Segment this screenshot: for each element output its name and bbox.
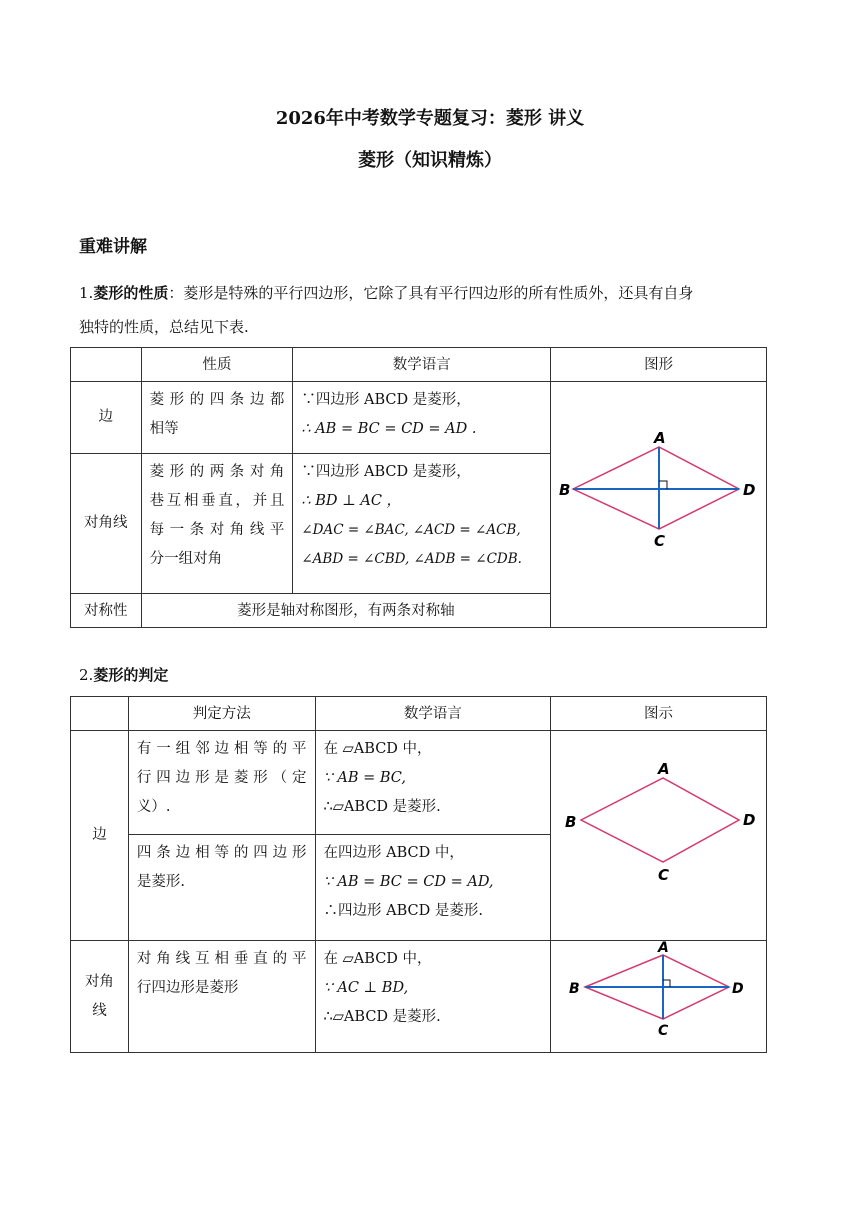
label-d: D [742, 481, 756, 499]
row-label-diagonal: 对角 线 [71, 941, 129, 1053]
table-row [71, 941, 767, 1053]
part1-number: 1. [79, 284, 94, 302]
math-side: ∵四边形 ABCD 是菱形， ∴ AB = BC = CD = AD . [293, 382, 551, 454]
label-d: D [731, 981, 744, 997]
criteria-header-row [71, 697, 767, 731]
rhombus-figure [559, 760, 759, 890]
property-diagonal: 菱形的两条对角 巷互相垂直，并且 每一条对角线平 分一组对角 [141, 454, 293, 594]
right-angle-mark [663, 980, 670, 987]
illustration-cell-side [551, 731, 767, 941]
math-adjacent-sides: 在 ▱ABCD 中， ∵ AB = BC, ∴▱ABCD 是菱形. [315, 731, 551, 835]
header-math-language: 数学语言 [315, 697, 551, 731]
illustration-cell-diagonal [551, 941, 767, 1053]
table-row [71, 731, 767, 835]
row-label-side: 边 [71, 731, 129, 941]
method-four-sides: 四条边相等的四边形 是菱形. [128, 835, 315, 941]
row-label-side: 边 [71, 382, 142, 454]
header-blank [71, 697, 129, 731]
method-adjacent-sides: 有一组邻边相等的平 行四边形是菱形（定 义）. [128, 731, 315, 835]
label-d: D [742, 811, 755, 829]
part2-heading: 菱形的判定 [93, 666, 169, 684]
header-math-language: 数学语言 [293, 348, 551, 382]
part2-heading-line [79, 658, 168, 692]
part2-number: 2. [79, 666, 94, 684]
rhombus-diagonals-figure [559, 941, 759, 1041]
label-c: C [657, 1023, 668, 1039]
label-b: B [564, 813, 576, 831]
row-label-symmetry: 对称性 [71, 594, 142, 628]
label-c: C [653, 532, 665, 550]
part1-heading: 菱形的性质 [93, 284, 169, 302]
figure-cell [551, 382, 767, 628]
properties-header-row [71, 348, 767, 382]
label-c: C [657, 866, 669, 884]
property-side: 菱形的四条边都 相等 [141, 382, 293, 454]
header-illustration: 图示 [551, 697, 767, 731]
part1-intro [79, 276, 789, 310]
document-subtitle: 菱形（知识精炼） [358, 150, 502, 171]
property-symmetry: 菱形是轴对称图形，有两条对称轴 [141, 594, 551, 628]
math-perpendicular-diagonals: 在 ▱ABCD 中， ∵ AC ⊥ BD, ∴▱ABCD 是菱形. [315, 941, 551, 1053]
header-method: 判定方法 [128, 697, 315, 731]
right-angle-mark [659, 481, 667, 489]
part1-intro-line2: 独特的性质，总结见下表. [79, 318, 249, 336]
label-b: B [558, 481, 571, 499]
rhombus-outline [581, 778, 739, 862]
properties-table [70, 347, 767, 628]
header-property: 性质 [141, 348, 293, 382]
table-row [71, 382, 767, 454]
math-four-sides: 在四边形 ABCD 中， ∵ AB = BC = CD = AD, ∴四边形 ABCD 是菱形. [315, 835, 551, 941]
math-diagonal: ∵四边形 ABCD 是菱形， ∴ BD ⊥ AC ， ∠DAC = ∠BAC, ∠ACD = ∠ACB, ∠ABD = ∠CBD, ∠ADB = ∠CDB. [293, 454, 551, 594]
section-heading: 重难讲解 [79, 237, 147, 257]
label-a: A [657, 760, 670, 778]
label-a: A [653, 429, 666, 447]
criteria-table [70, 696, 767, 1053]
document-title: 2026年中考数学专题复习：菱形 讲义 [275, 108, 585, 129]
label-a: A [657, 940, 669, 956]
method-perpendicular-diagonals: 对角线互相垂直的平 行四边形是菱形 [128, 941, 315, 1053]
label-b: B [568, 981, 580, 997]
rhombus-diagonals-figure [558, 429, 759, 559]
header-figure: 图形 [551, 348, 767, 382]
header-blank [71, 348, 142, 382]
row-label-diagonal: 对角线 [71, 454, 142, 594]
part1-intro-text: ：菱形是特殊的平行四边形，它除了具有平行四边形的所有性质外，还具有自身 [168, 284, 694, 302]
